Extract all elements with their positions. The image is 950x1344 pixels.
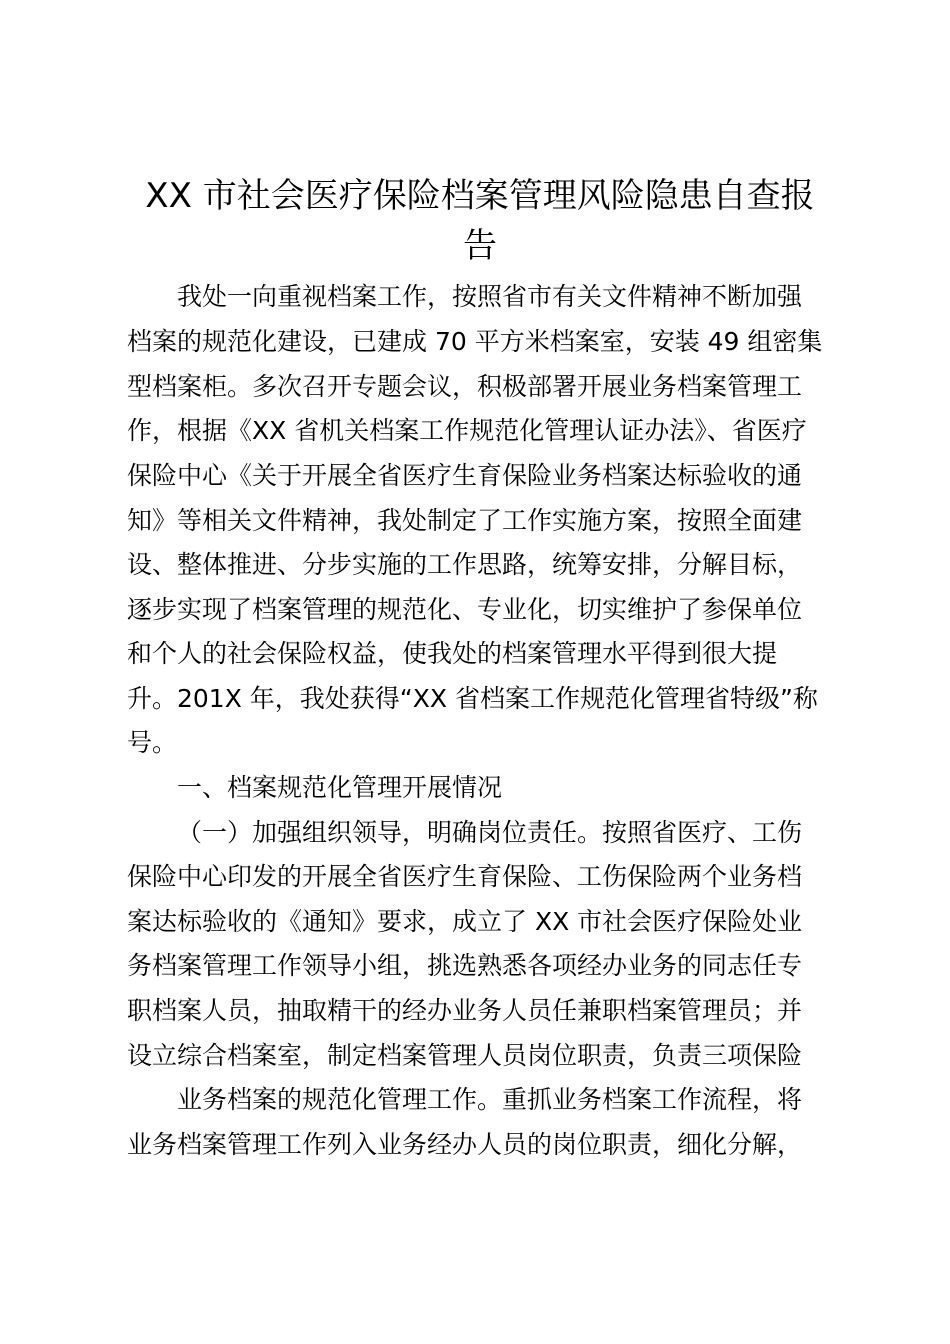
paragraph-line: （一）加强组织领导，明确岗位责任。按照省医疗、工伤 [177, 818, 803, 847]
paragraph-line: 型档案柜。多次召开专题会议，积极部署开展业务档案管理工 [127, 372, 803, 401]
paragraph-line: 业务档案的规范化管理工作。重抓业务档案工作流程，将 [177, 1085, 803, 1114]
paragraph-line: 职档案人员，抽取精干的经办业务人员任兼职档案管理员；并 [127, 996, 803, 1025]
paragraph-line: 知》等相关文件精神，我处制定了工作实施方案，按照全面建 [127, 506, 803, 535]
paragraph-line: 号。 [127, 728, 178, 757]
paragraph-line: 设、整体推进、分步实施的工作思路，统筹安排，分解目标， [127, 550, 803, 579]
paragraph-line: 案达标验收的《通知》要求，成立了 XX 市社会医疗保险处业 [127, 907, 803, 936]
paragraph-line: 保险中心《关于开展全省医疗生育保险业务档案达标验收的通 [127, 461, 803, 490]
paragraph-line: 业务档案管理工作列入业务经办人员的岗位职责，细化分解， [127, 1130, 803, 1159]
paragraph-line: 档案的规范化建设，已建成 70 平方米档案室，安装 49 组密集 [127, 327, 823, 356]
paragraph-line: 作，根据《XX 省机关档案工作规范化管理认证办法》、省医疗 [127, 416, 807, 445]
paragraph-line: 务档案管理工作领导小组，挑选熟悉各项经办业务的同志任专 [127, 951, 803, 980]
paragraph-line: 设立综合档案室，制定档案管理人员岗位职责，负责三项保险 [127, 1041, 803, 1070]
paragraph-line: 我处一向重视档案工作，按照省市有关文件精神不断加强 [177, 282, 803, 311]
paragraph-line: 和个人的社会保险权益，使我处的档案管理水平得到很大提 [127, 639, 778, 668]
document-title-line-1: XX 市社会医疗保险档案管理风险隐患自查报 [145, 176, 815, 216]
document-title-line-2: 告 [463, 226, 497, 266]
paragraph-line: 保险中心印发的开展全省医疗生育保险、工伤保险两个业务档 [127, 862, 803, 891]
section-heading: 一、档案规范化管理开展情况 [177, 773, 503, 802]
paragraph-line: 升。201X 年，我处获得“XX 省档案工作规范化管理省特级”称 [127, 684, 818, 713]
paragraph-line: 逐步实现了档案管理的规范化、专业化，切实维护了参保单位 [127, 595, 803, 624]
